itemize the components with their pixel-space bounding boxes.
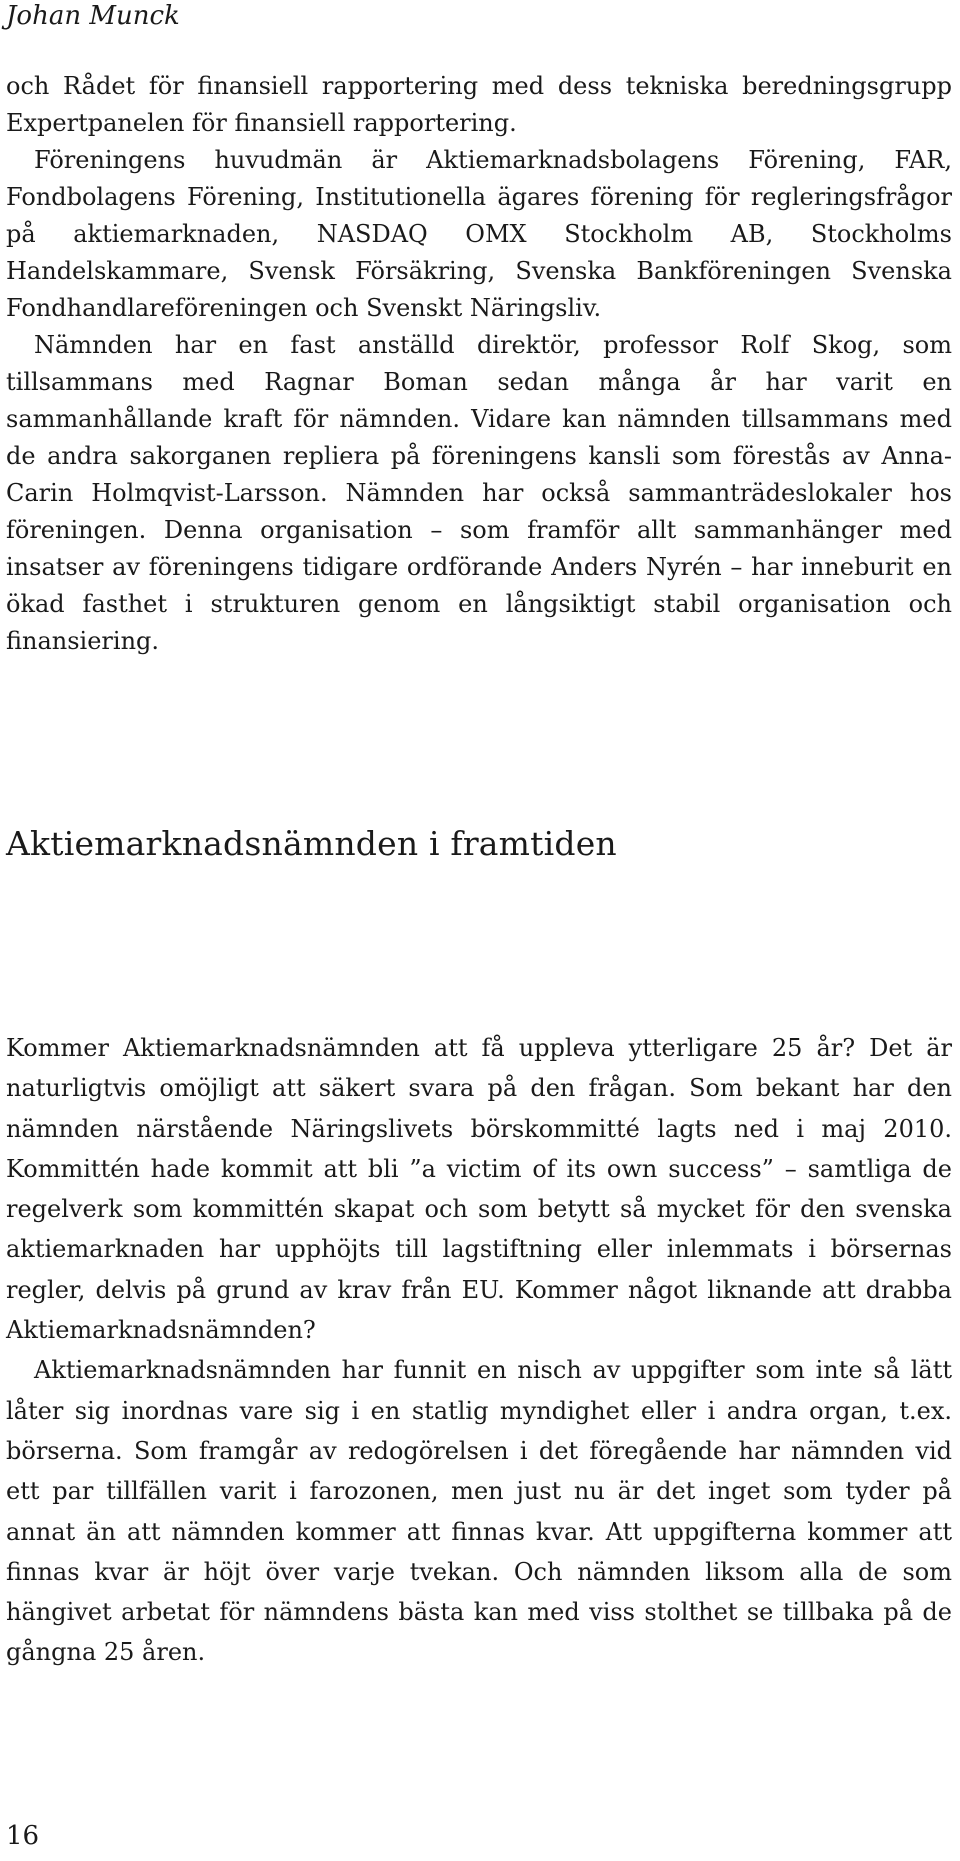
paragraph-organisation: Nämnden har en fast anställd direktör, professor Rolf Skog, som tillsammans med Ragnar Boman sedan många år har varit en sammanhållande kraft för nämnden. Vidare kan nämnden tillsammans med de andra sakorganen repliera på föreningens kansli som förestås av Anna-Carin Holmqvist-Larsson. Nämnden har också sammanträdeslokaler hos föreningen. Denna organisation – som framför allt sammanhänger med insatser av föreningens tidigare ordförande Anders Nyrén – har inneburit en ökad fasthet i strukturen genom en långsiktigt stabil organisation och finansiering.	[6, 331, 952, 655]
body-text-section-1	[6, 68, 952, 660]
paragraph-principals: Föreningens huvudmän är Aktiemarknadsbolagens Förening, FAR, Fondbolagens Förening, Institutionella ägares förening för regleringsfrågor på aktiemarknaden, NASDAQ OMX Stockholm AB, Stockholms Handelskammare, Svensk Försäkring, Svenska Bankföreningen Svenska Fondhandlareföreningen och Svenskt Näringsliv.	[6, 146, 952, 322]
page-number: 16	[6, 1821, 40, 1851]
paragraph-future-question: Kommer Aktiemarknadsnämnden att få uppleva ytterligare 25 år? Det är naturligtvis omöjligt att säkert svara på den frågan. Som bekant har den nämnden närstående Näringslivets börskommitté lagts ned i maj 2010. Kommittén hade kommit att bli ”a victim of its own success” – samtliga de regelverk som kommittén skapat och som betytt så mycket för den svenska aktiemarknaden har upphöjts till lagstiftning eller inlemmats i börsernas regler, delvis på grund av krav från EU. Kommer något liknande att drabba Aktiemarknadsnämnden?	[6, 1034, 952, 1345]
paragraph-future-outlook: Aktiemarknadsnämnden har funnit en nisch av uppgifter som inte så lätt låter sig inordnas vare sig i en statlig myndighet eller i andra organ, t.ex. börserna. Som framgår av redogörelsen i det föregående har nämnden vid ett par tillfällen varit i farozonen, men just nu är det inget som tyder på annat än att nämnden kommer att finnas kvar. Att uppgifterna kommer att finnas kvar är höjt över varje tvekan. Och nämnden liksom alla de som hängivet arbetat för nämndens bästa kan med viss stolthet se tillbaka på de gångna 25 åren.	[6, 1356, 952, 1667]
running-head-author: Johan Munck	[6, 1, 180, 31]
body-text-section-2	[6, 1028, 952, 1673]
paragraph-continuation: och Rådet för finansiell rapportering med dess tekniska beredningsgrupp Expertpanelen för finansiell rapportering.	[6, 72, 952, 137]
section-heading: Aktiemarknadsnämnden i framtiden	[6, 824, 617, 863]
